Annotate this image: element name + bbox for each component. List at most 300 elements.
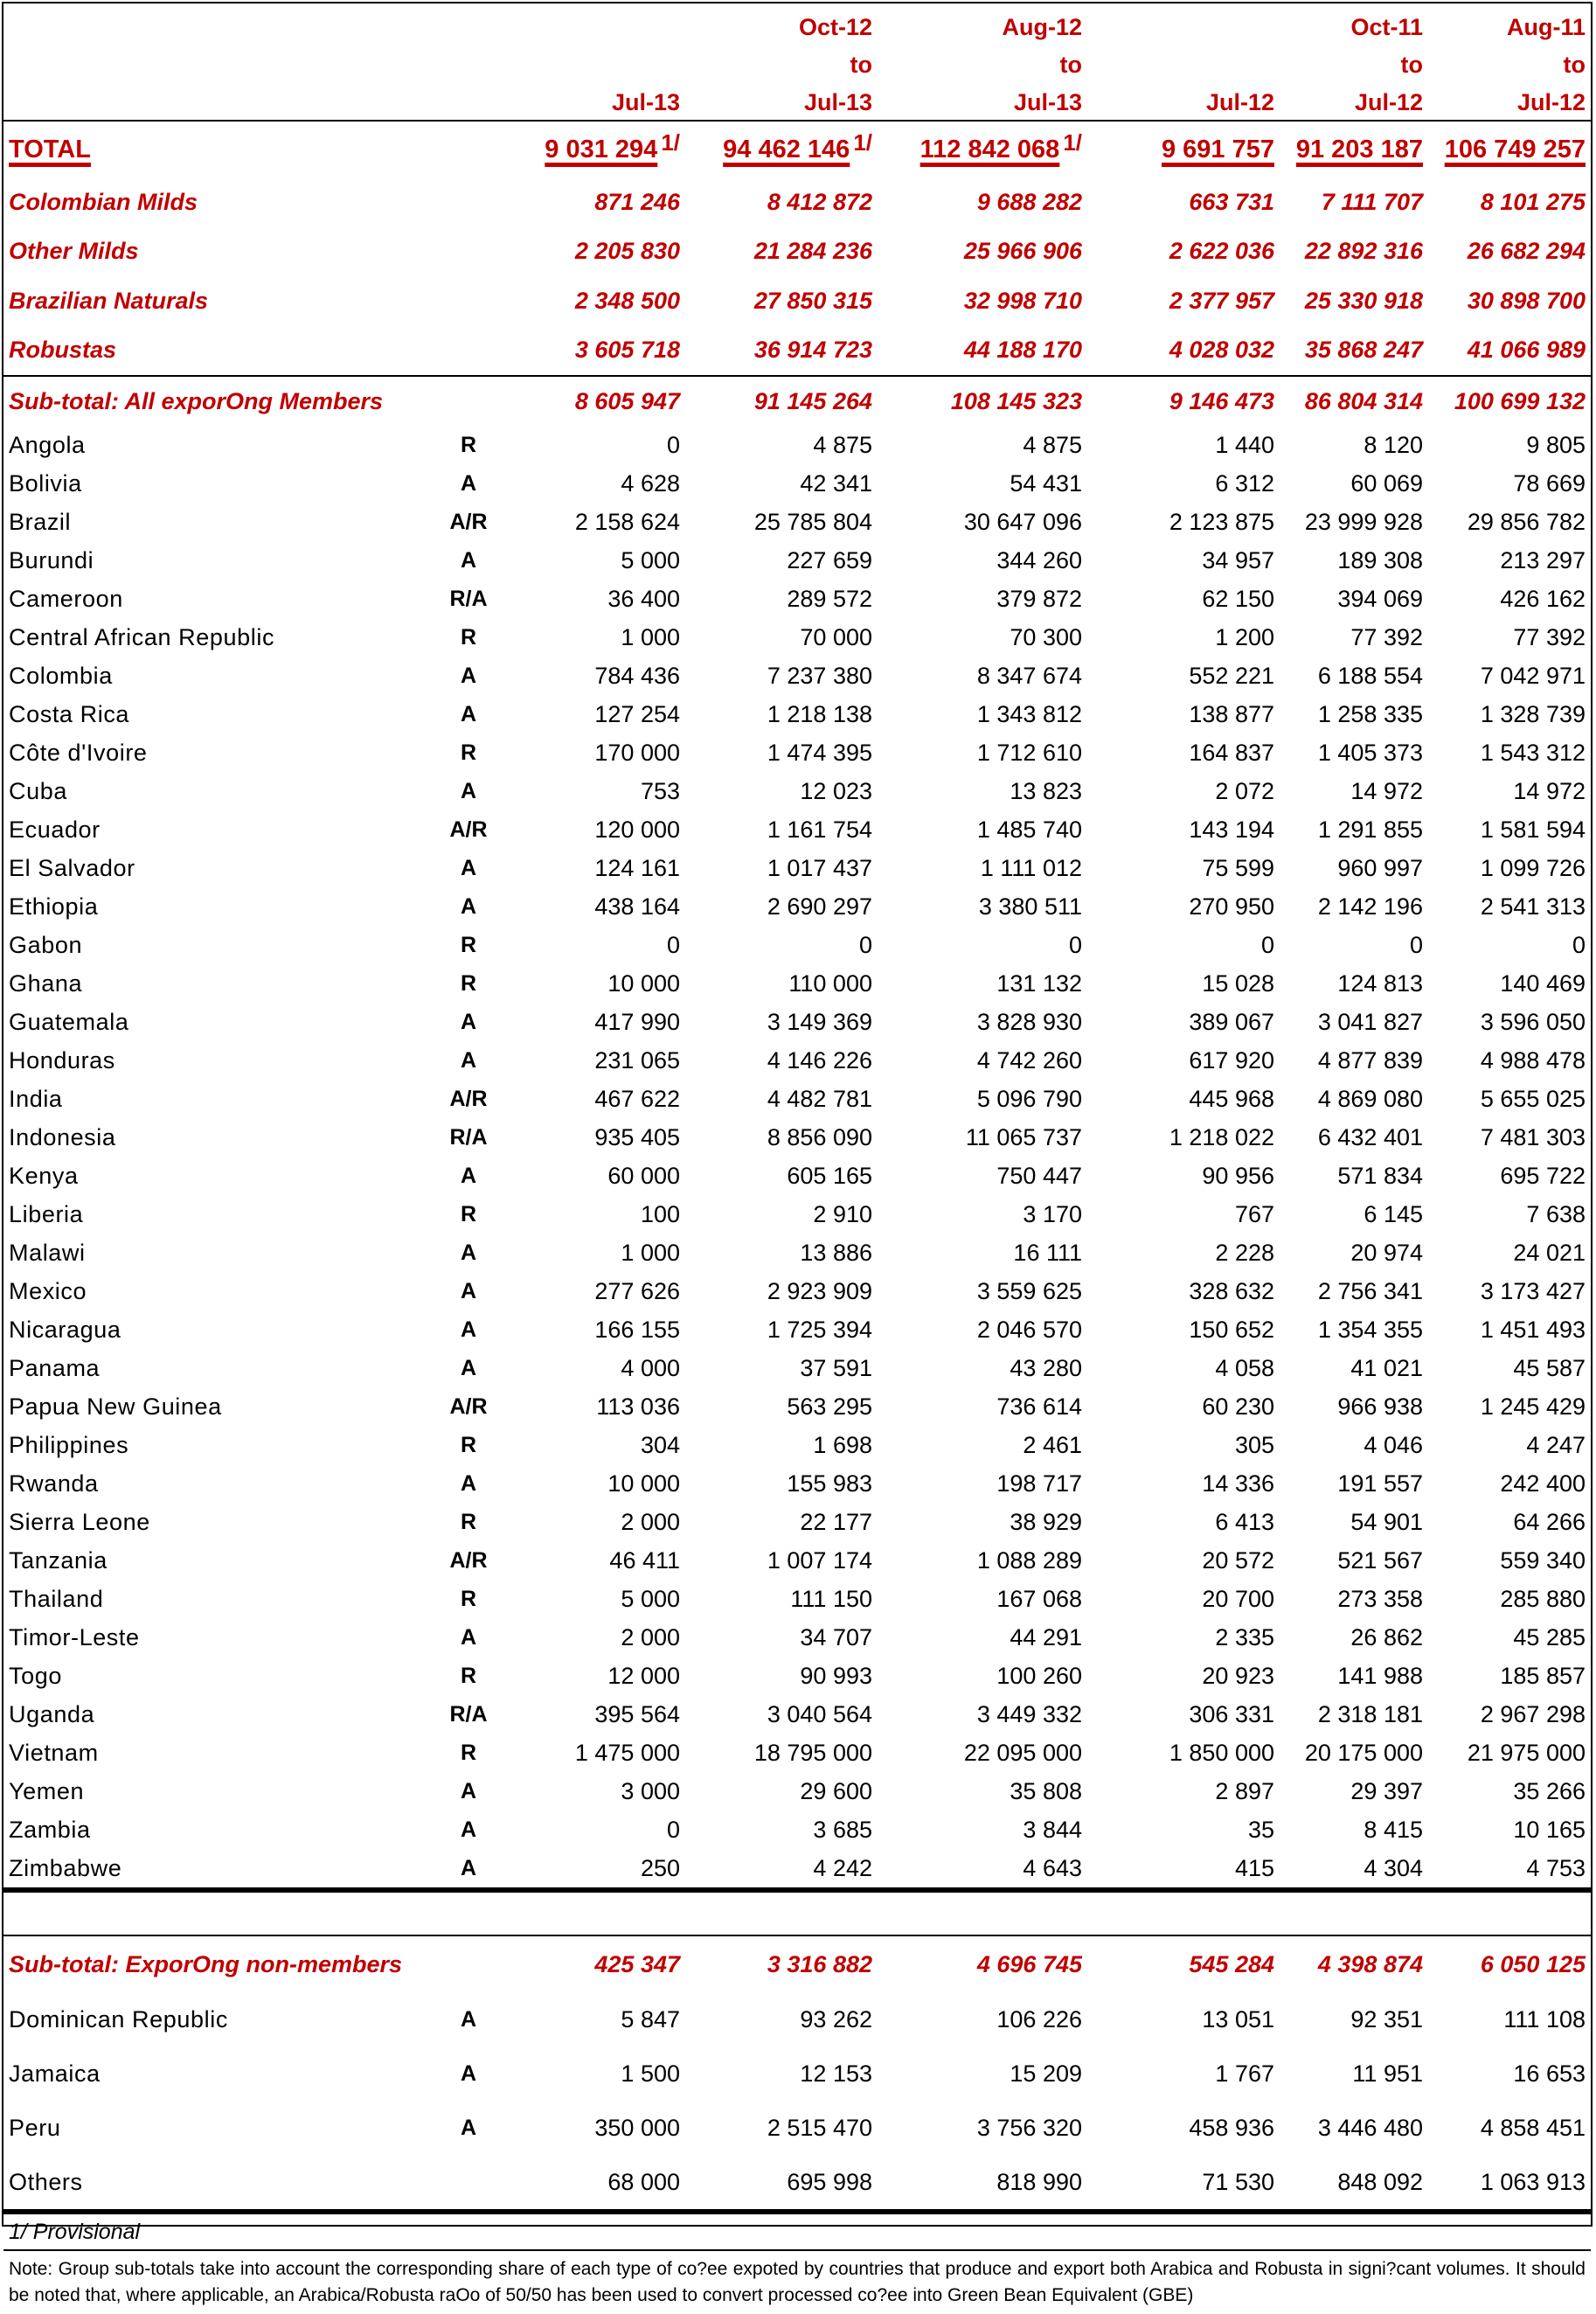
- cell-value: 695 722: [1500, 1162, 1586, 1189]
- cell-value: 3 828 930: [976, 1008, 1082, 1035]
- cell-value: 8 101 275: [1480, 188, 1586, 215]
- cell-value: 34 957: [1202, 546, 1274, 573]
- cell-value: 14 972: [1513, 777, 1586, 804]
- member-country-row: [3, 1157, 1591, 1195]
- cell-value: 4 988 478: [1480, 1046, 1586, 1074]
- coffee-type: A: [460, 1009, 477, 1034]
- cell-value: 250: [519, 1849, 685, 1890]
- member-country-row: [3, 810, 1591, 849]
- row-label: Liberia: [9, 1200, 84, 1227]
- coffee-type: A: [423, 1849, 519, 1890]
- cell-value: 571 834: [1337, 1162, 1423, 1189]
- cell-value: 2 622 036: [1169, 238, 1274, 265]
- cell-value: 35 266: [1513, 1777, 1586, 1804]
- cell-value: 10 000: [607, 1470, 680, 1497]
- member-country-row: [3, 887, 1591, 926]
- cell-value: 1 405 373: [1317, 739, 1423, 766]
- cell-value: 131 132: [996, 969, 1082, 997]
- cell-value: 4 753: [1428, 1849, 1591, 1890]
- cell-value: 3 605 718: [574, 337, 680, 364]
- cell-value: 545 284: [1189, 1950, 1274, 1977]
- cell-value: 3 173 427: [1480, 1277, 1586, 1304]
- cell-value: 3 040 564: [767, 1700, 872, 1727]
- coffee-type: A: [460, 1624, 477, 1650]
- cell-value: 753: [640, 777, 680, 804]
- coffee-exports-table-sheet: [2, 2, 1593, 2305]
- cell-value: 1 245 429: [1480, 1393, 1586, 1420]
- cell-value: 6 050 125: [1480, 1950, 1586, 1977]
- row-label: Timor-Leste: [9, 1623, 140, 1650]
- cell-value: 60 069: [1350, 469, 1423, 497]
- cell-value: 695 998: [685, 2155, 878, 2212]
- footnote-mark: 1/: [661, 129, 680, 156]
- cell-value: 285 880: [1500, 1585, 1586, 1612]
- member-country-row: [3, 1580, 1591, 1618]
- cell-value: 77 392: [1513, 623, 1586, 650]
- cell-value: 4 696 745: [976, 1950, 1082, 1977]
- header-col-5-line1: Oct-11: [1350, 14, 1423, 40]
- cell-value: 3 149 369: [767, 1008, 872, 1035]
- cell-value: 306 331: [1189, 1700, 1274, 1727]
- cell-value: 1 485 740: [976, 816, 1082, 843]
- member-country-row: [3, 618, 1591, 657]
- cell-value: 110 000: [788, 969, 872, 997]
- row-label: Kenya: [9, 1162, 79, 1189]
- cell-value: 767: [1234, 1200, 1274, 1227]
- footnote-mark: 1/: [1063, 129, 1082, 156]
- row-label: Malawi: [9, 1239, 86, 1266]
- cell-value: 9 805: [1526, 431, 1586, 458]
- cell-value: 20 175 000: [1304, 1739, 1423, 1766]
- member-country-row: [3, 503, 1591, 541]
- row-label: Nicaragua: [9, 1316, 121, 1343]
- cell-value: 1 291 855: [1317, 816, 1423, 843]
- row-label: Burundi: [9, 546, 94, 573]
- cell-value: 966 938: [1337, 1393, 1423, 1420]
- cell-value: 395 564: [594, 1700, 680, 1727]
- cell-value: 20 974: [1350, 1239, 1423, 1266]
- coffee-type: A: [460, 1278, 477, 1303]
- member-country-row: [3, 926, 1591, 964]
- coffee-type: A: [460, 2060, 477, 2086]
- group-row: [3, 227, 1591, 277]
- member-country-row: [3, 1503, 1591, 1541]
- cell-value: 25 966 906: [963, 238, 1082, 265]
- coffee-type: [423, 376, 519, 426]
- row-label: Zambia: [9, 1816, 91, 1843]
- coffee-type: A: [460, 1778, 477, 1803]
- cell-value: 3 316 882: [767, 1950, 872, 1977]
- total-value: 9 031 294: [545, 135, 658, 163]
- coffee-type: A/R: [449, 509, 488, 534]
- cell-value: 21 284 236: [753, 238, 872, 265]
- cell-value: 426 162: [1500, 585, 1586, 612]
- row-label: Bolivia: [9, 469, 82, 497]
- cell-value: 3 559 625: [976, 1277, 1082, 1304]
- coffee-type: A: [460, 547, 477, 573]
- cell-value: 1 258 335: [1317, 700, 1423, 727]
- cell-value: 38 929: [1010, 1508, 1082, 1535]
- total-value: 91 203 187: [1295, 135, 1423, 163]
- cell-value: 344 260: [996, 546, 1082, 573]
- cell-value: 305: [1234, 1431, 1274, 1458]
- coffee-type: A: [460, 663, 477, 688]
- cell-value: 44 291: [1010, 1623, 1082, 1650]
- cell-value: 3 446 480: [1317, 2114, 1423, 2141]
- cell-value: 106 226: [996, 2005, 1082, 2033]
- cell-value: 111 150: [790, 1585, 872, 1612]
- member-country-row: [3, 1695, 1591, 1734]
- cell-value: 4 000: [621, 1354, 680, 1381]
- member-country-row: [3, 1349, 1591, 1387]
- group-row: [3, 326, 1591, 377]
- coffee-type: A: [460, 1317, 477, 1342]
- coffee-type: A: [460, 470, 477, 496]
- cell-value: 2 910: [813, 1200, 872, 1227]
- cell-value: 2 461: [1023, 1431, 1082, 1458]
- cell-value: 12 000: [607, 1662, 680, 1689]
- cell-value: 10 000: [607, 969, 680, 997]
- cell-value: 22 095 000: [963, 1739, 1082, 1766]
- member-country-row: [3, 1195, 1591, 1233]
- coffee-type: R: [460, 1740, 477, 1765]
- cell-value: 4 482 781: [767, 1085, 872, 1112]
- cell-value: 559 340: [1500, 1546, 1586, 1574]
- cell-value: 30 647 096: [963, 508, 1082, 535]
- cell-value: 30 898 700: [1467, 287, 1586, 314]
- row-label: Philippines: [9, 1431, 129, 1458]
- coffee-type: R: [460, 970, 477, 996]
- row-label: Others: [3, 2155, 423, 2212]
- cell-value: 1 218 138: [767, 700, 872, 727]
- row-label: Uganda: [9, 1700, 95, 1727]
- cell-value: 46 411: [609, 1546, 680, 1574]
- coffee-type: A/R: [449, 1393, 488, 1419]
- coffee-type: A: [460, 778, 477, 803]
- total-value: 9 691 757: [1161, 135, 1274, 163]
- coffee-type: A/R: [449, 1086, 488, 1111]
- cell-value: 143 194: [1189, 816, 1274, 843]
- row-label: Guatemala: [9, 1008, 129, 1035]
- cell-value: 3 756 320: [976, 2114, 1082, 2141]
- cell-value: 113 036: [596, 1393, 680, 1420]
- cell-value: 1 725 394: [767, 1316, 872, 1343]
- total-label: TOTAL: [9, 135, 91, 163]
- cell-value: 5 655 025: [1480, 1085, 1586, 1112]
- cell-value: 18 795 000: [753, 1739, 872, 1766]
- cell-value: 1 099 726: [1480, 854, 1586, 881]
- cell-value: 0: [1409, 931, 1423, 958]
- cell-value: 5 000: [621, 1585, 680, 1612]
- cell-value: 7 237 380: [767, 662, 872, 689]
- cell-value: 36 400: [607, 585, 680, 612]
- exports-table: [3, 3, 1591, 2214]
- cell-value: 784 436: [594, 662, 680, 689]
- cell-value: 2 541 313: [1480, 893, 1586, 920]
- coffee-type: A: [460, 1240, 477, 1265]
- cell-value: 2 967 298: [1480, 1700, 1586, 1727]
- cell-value: 8 120: [1364, 431, 1423, 458]
- row-label: Papua New Guinea: [9, 1393, 222, 1420]
- header-row-2: [3, 41, 1591, 79]
- cell-value: 34 707: [800, 1623, 872, 1650]
- cell-value: 2 228: [1215, 1239, 1274, 1266]
- member-country-row: [3, 1118, 1591, 1157]
- cell-value: 7 481 303: [1480, 1123, 1586, 1150]
- cell-value: 0: [666, 431, 680, 458]
- cell-value: 389 067: [1189, 1008, 1274, 1035]
- header-col-3-line1: Aug-12: [1002, 14, 1082, 40]
- coffee-type: A: [460, 2115, 477, 2140]
- cell-value: 1 200: [1215, 623, 1274, 650]
- cell-value: 2 123 875: [1169, 508, 1274, 535]
- cell-value: 3 170: [1023, 1200, 1082, 1227]
- cell-value: 1 440: [1215, 431, 1274, 458]
- coffee-type: [423, 326, 519, 377]
- member-country-row: [3, 1618, 1591, 1657]
- cell-value: 7 638: [1526, 1200, 1586, 1227]
- cell-value: 37 591: [800, 1354, 872, 1381]
- member-country-row: [3, 1849, 1591, 1890]
- cell-value: 4 742 260: [976, 1046, 1082, 1074]
- coffee-type: A: [460, 1047, 477, 1073]
- members-subtotal-row: [3, 376, 1591, 426]
- cell-value: 42 341: [800, 469, 872, 497]
- cell-value: 2 335: [1215, 1623, 1274, 1650]
- cell-value: 11 951: [1352, 2060, 1423, 2087]
- cell-value: 12 023: [800, 777, 872, 804]
- cell-value: 15 028: [1202, 969, 1274, 997]
- coffee-type: [423, 1935, 519, 1992]
- cell-value: 2 923 909: [767, 1277, 872, 1304]
- cell-value: 14 972: [1350, 777, 1423, 804]
- header-col-1-line2: [519, 41, 685, 79]
- cell-value: 108 145 323: [878, 376, 1087, 426]
- cell-value: 2 072: [1215, 777, 1274, 804]
- cell-value: 100: [640, 1200, 680, 1227]
- cell-value: 1 000: [621, 623, 680, 650]
- header-row-3: [3, 79, 1591, 121]
- cell-value: 4 058: [1215, 1354, 1274, 1381]
- coffee-type: [423, 177, 519, 227]
- member-country-row: [3, 1310, 1591, 1349]
- row-label: Yemen: [9, 1777, 85, 1804]
- member-country-row: [3, 580, 1591, 618]
- cell-value: 1 712 610: [976, 739, 1082, 766]
- cell-value: 0: [666, 931, 680, 958]
- nonmembers-subtotal-row: [3, 1935, 1591, 1992]
- header-col-5-line2: to: [1400, 52, 1423, 78]
- cell-value: 41 066 989: [1467, 337, 1586, 364]
- cell-value: 1 063 913: [1428, 2155, 1591, 2212]
- cell-value: 270 950: [1189, 893, 1274, 920]
- cell-value: 4 877 839: [1317, 1046, 1423, 1074]
- cell-value: 166 155: [594, 1316, 680, 1343]
- row-label: Central African Republic: [9, 623, 275, 650]
- cell-value: 21 975 000: [1467, 1739, 1586, 1766]
- cell-value: 242 400: [1500, 1470, 1586, 1497]
- coffee-type: R: [460, 1586, 477, 1611]
- cell-value: 60 000: [607, 1162, 680, 1189]
- cell-value: 41 021: [1350, 1354, 1423, 1381]
- cell-value: 871 246: [594, 188, 680, 215]
- cell-value: 6 188 554: [1317, 662, 1423, 689]
- member-country-row: [3, 464, 1591, 503]
- coffee-type: A/R: [449, 817, 488, 842]
- row-label: Angola: [9, 431, 86, 458]
- cell-value: 4 242: [685, 1849, 878, 1890]
- row-label: Brazil: [9, 508, 72, 535]
- cell-value: 71 530: [1087, 2155, 1280, 2212]
- cell-value: 617 920: [1189, 1046, 1274, 1074]
- nonmember-country-row: [3, 2155, 1591, 2212]
- cell-value: 1 088 289: [976, 1546, 1082, 1574]
- cell-value: 328 632: [1189, 1277, 1274, 1304]
- cell-value: 5 847: [621, 2005, 680, 2033]
- coffee-type: [423, 276, 519, 326]
- coffee-type: R/A: [449, 586, 488, 611]
- cell-value: 8 347 674: [976, 662, 1082, 689]
- coffee-type: A: [460, 1355, 477, 1380]
- member-country-row: [3, 1426, 1591, 1464]
- cell-value: 1 328 739: [1480, 700, 1586, 727]
- cell-value: 170 000: [594, 739, 680, 766]
- cell-value: 8 415: [1364, 1816, 1423, 1843]
- cell-value: 45 285: [1513, 1623, 1586, 1650]
- cell-value: 70 300: [1010, 623, 1082, 650]
- cell-value: 189 308: [1337, 546, 1423, 573]
- row-label: Cuba: [9, 777, 67, 804]
- cell-value: 563 295: [787, 1393, 872, 1420]
- coffee-type: R: [460, 740, 477, 765]
- cell-value: 8 856 090: [767, 1123, 872, 1150]
- row-label: Tanzania: [9, 1546, 108, 1574]
- header-col-5-line3: Jul-12: [1280, 79, 1428, 121]
- cell-value: 127 254: [594, 700, 680, 727]
- cell-value: 92 351: [1350, 2005, 1423, 2033]
- row-label: Côte d'Ivoire: [9, 739, 148, 766]
- spacer-row: [3, 1890, 1591, 1935]
- member-country-row: [3, 772, 1591, 810]
- cell-value: 2 318 181: [1317, 1700, 1423, 1727]
- member-country-row: [3, 1272, 1591, 1310]
- cell-value: 277 626: [594, 1277, 680, 1304]
- nonmember-country-row: [3, 1992, 1591, 2046]
- cell-value: 3 449 332: [976, 1700, 1082, 1727]
- cell-value: 960 997: [1337, 854, 1423, 881]
- cell-value: 120 000: [594, 816, 680, 843]
- cell-value: 7 111 707: [1321, 188, 1423, 215]
- cell-value: 44 188 170: [963, 337, 1082, 364]
- row-label: Cameroon: [9, 585, 123, 612]
- cell-value: 29 600: [800, 1777, 872, 1804]
- coffee-type: R: [460, 1432, 477, 1457]
- cell-value: 9 146 473: [1087, 376, 1280, 426]
- member-country-row: [3, 541, 1591, 580]
- cell-value: 3 000: [621, 1777, 680, 1804]
- cell-value: 26 862: [1350, 1623, 1423, 1650]
- cell-value: 736 614: [996, 1393, 1082, 1420]
- header-col-2-line1: Oct-12: [798, 14, 872, 40]
- cell-value: 11 065 737: [965, 1123, 1082, 1150]
- cell-value: 12 153: [800, 2060, 872, 2087]
- cell-value: 155 983: [787, 1470, 872, 1497]
- cell-value: 0: [1260, 931, 1274, 958]
- cell-value: 3 596 050: [1480, 1008, 1586, 1035]
- coffee-type: A: [460, 2006, 477, 2032]
- cell-value: 3 844: [1023, 1816, 1082, 1843]
- header-col-2-line2: to: [850, 52, 872, 78]
- cell-value: 140 469: [1500, 969, 1586, 997]
- cell-value: 394 069: [1337, 585, 1423, 612]
- total-row: [3, 121, 1591, 177]
- header-col-6-line3: Jul-12: [1428, 79, 1591, 121]
- cell-value: 458 936: [1189, 2114, 1274, 2141]
- member-country-row: [3, 657, 1591, 695]
- member-country-row: [3, 1464, 1591, 1503]
- row-label: Costa Rica: [9, 700, 130, 727]
- row-label: Vietnam: [9, 1739, 99, 1766]
- cell-value: 4 869 080: [1317, 1085, 1423, 1112]
- cell-value: 22 177: [800, 1508, 872, 1535]
- cell-value: 552 221: [1189, 662, 1274, 689]
- cell-value: 141 988: [1337, 1662, 1423, 1689]
- cell-value: 64 266: [1513, 1508, 1586, 1535]
- cell-value: 750 447: [996, 1162, 1082, 1189]
- row-label: Indonesia: [9, 1123, 116, 1150]
- cell-value: 8 412 872: [767, 188, 872, 215]
- cell-value: 3 041 827: [1317, 1008, 1423, 1035]
- cell-value: 27 850 315: [753, 287, 872, 314]
- footnote-mark: 1/: [853, 129, 872, 156]
- cell-value: 521 567: [1337, 1546, 1423, 1574]
- cell-value: 2 158 624: [574, 508, 680, 535]
- cell-value: 1 017 437: [767, 854, 872, 881]
- cell-value: 2 897: [1215, 1777, 1274, 1804]
- cell-value: 4 304: [1280, 1849, 1428, 1890]
- cell-value: 605 165: [787, 1162, 872, 1189]
- cell-value: 35: [1247, 1816, 1274, 1843]
- row-label: Brazilian Naturals: [9, 287, 209, 314]
- row-label: Gabon: [9, 931, 83, 958]
- total-value: 106 749 257: [1444, 135, 1586, 163]
- row-label: Ethiopia: [9, 893, 99, 920]
- cell-value: 20 700: [1202, 1585, 1274, 1612]
- cell-value: 2 205 830: [574, 238, 680, 265]
- cell-value: 13 886: [800, 1239, 872, 1266]
- cell-value: 417 990: [594, 1008, 680, 1035]
- cell-value: 304: [640, 1431, 680, 1458]
- cell-value: 379 872: [996, 585, 1082, 612]
- total-value: 112 842 068: [919, 135, 1060, 163]
- cell-value: 2 000: [621, 1623, 680, 1650]
- cell-value: 16 653: [1513, 2060, 1586, 2087]
- cell-value: 4 643: [878, 1849, 1087, 1890]
- header-col-1-line3: Jul-13: [519, 79, 685, 121]
- cell-value: 16 111: [1013, 1239, 1082, 1266]
- cell-value: 198 717: [996, 1470, 1082, 1497]
- coffee-type: R/A: [449, 1124, 488, 1150]
- cell-value: 445 968: [1189, 1085, 1274, 1112]
- cell-value: 164 837: [1189, 739, 1274, 766]
- cell-value: 5 096 790: [976, 1085, 1082, 1112]
- cell-value: 6 145: [1364, 1200, 1423, 1227]
- cell-value: 77 392: [1350, 623, 1423, 650]
- row-label: Dominican Republic: [9, 2005, 228, 2033]
- cell-value: 273 358: [1337, 1585, 1423, 1612]
- cell-value: 350 000: [594, 2114, 680, 2141]
- cell-value: 20 572: [1202, 1546, 1274, 1574]
